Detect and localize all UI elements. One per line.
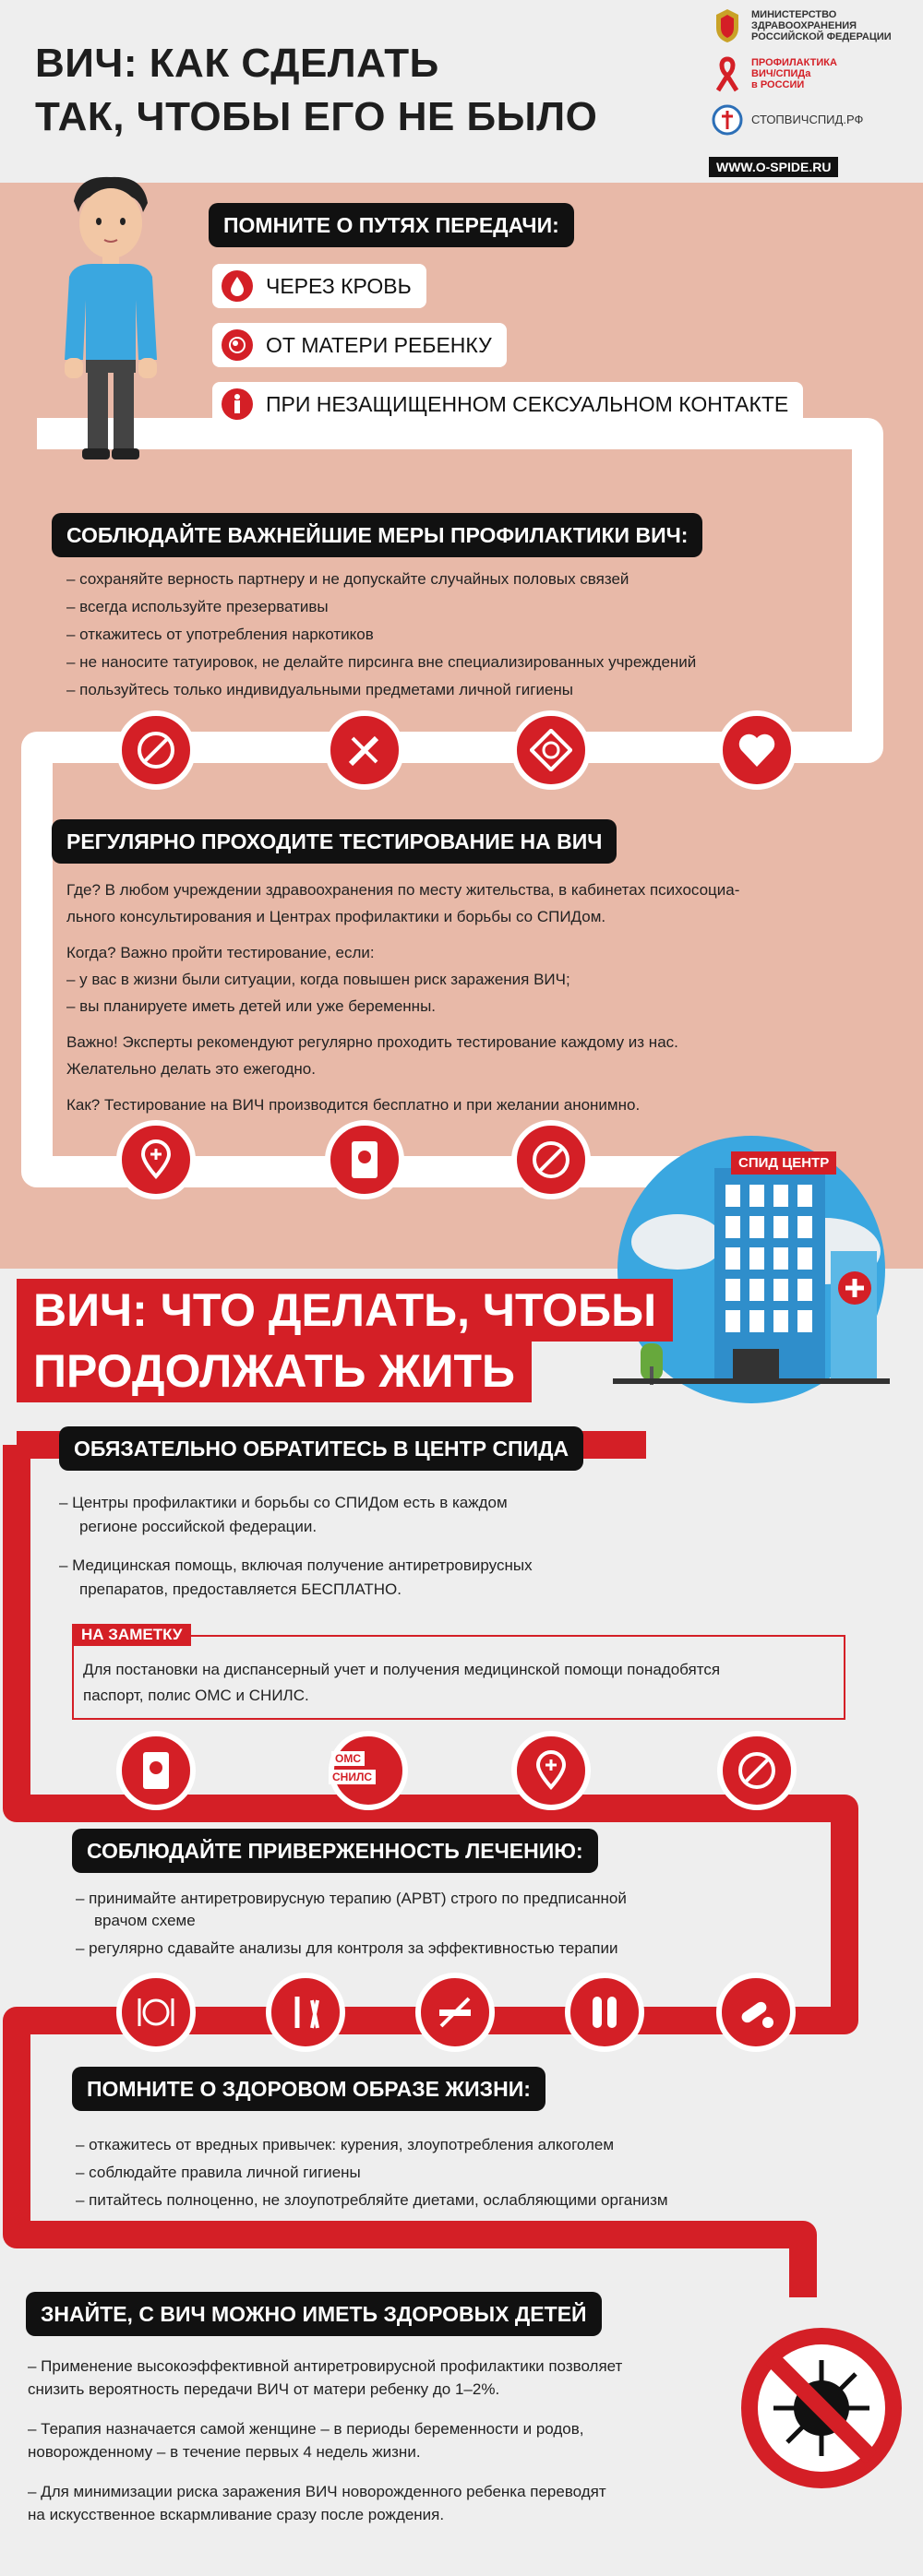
test-tubes-icon xyxy=(565,1973,644,2052)
lifestyle-title: ПОМНИТЕ О ЗДОРОВОМ ОБРАЗЕ ЖИЗНИ: xyxy=(72,2067,545,2111)
adherence-list xyxy=(76,1888,627,1960)
transmission-title: ПОМНИТЕ О ПУТЯХ ПЕРЕДАЧИ: xyxy=(209,203,574,247)
no-smoking-icon xyxy=(415,1973,495,2052)
prevention-logo: ПРОФИЛАКТИКА ВИЧ/СПИДа в РОССИИ xyxy=(711,55,916,92)
prevention-title: СОБЛЮДАЙТЕ ВАЖНЕЙШИЕ МЕРЫ ПРОФИЛАКТИКИ ВИЧ: xyxy=(52,513,702,557)
passport-icon xyxy=(116,1731,196,1810)
list-item: новорожденному – в течение первых 4 недель жизни. xyxy=(28,2443,421,2461)
list-item: – регулярно сдавайте анализы для контроля за эффективностью терапии xyxy=(76,1939,618,1957)
ministry-logo: МИНИСТЕРСТВО ЗДРАВООХРАНЕНИЯ РОССИЙСКОЙ ФЕДЕРАЦИИ xyxy=(711,7,916,44)
children-list xyxy=(28,2355,622,2526)
aids-center-sign: СПИД ЦЕНТР xyxy=(731,1151,836,1175)
pills-icon xyxy=(716,1973,796,2052)
heart-icon xyxy=(717,710,797,790)
section2-title-line2: ПРОДОЛЖАТЬ ЖИТЬ xyxy=(17,1340,532,1402)
center-list xyxy=(59,1491,533,1602)
man-illustration xyxy=(51,175,171,466)
no-casual-sex-icon xyxy=(116,710,196,790)
meal-icon xyxy=(116,1973,196,2052)
list-item: – Центры профилактики и борьбы со СПИДом есть в каждом xyxy=(59,1494,508,1511)
list-item: – сохраняйте верность партнеру и не допускайте случайных половых связей xyxy=(66,570,629,588)
list-item: – Терапия назначается самой женщине – в периоды беременности и родов, xyxy=(28,2420,584,2438)
list-item: врачом схеме xyxy=(94,1912,196,1929)
anonymous-icon xyxy=(511,1120,591,1199)
location-pin-icon xyxy=(116,1120,196,1199)
list-item: – Для минимизации риска заражения ВИЧ новорожденного ребенка переводят xyxy=(28,2483,606,2500)
no-drugs-syringe-icon xyxy=(325,710,404,790)
condom-icon xyxy=(511,710,591,790)
lifestyle-list xyxy=(76,2131,668,2214)
list-item: препаратов, предоставляется БЕСПЛАТНО. xyxy=(79,1580,402,1598)
prevention-list xyxy=(66,566,696,704)
list-item: – соблюдайте правила личной гигиены xyxy=(76,2164,361,2181)
site-url-link[interactable]: WWW.O-SPIDE.RU xyxy=(709,157,838,177)
section2-title-line1: ВИЧ: ЧТО ДЕЛАТЬ, ЧТОБЫ xyxy=(17,1279,673,1342)
list-item: – принимайте антиретровирусную терапию (АРВТ) строго по предписанной xyxy=(76,1890,627,1907)
note-label: НА ЗАМЕТКУ xyxy=(72,1624,191,1646)
hygiene-tools-icon xyxy=(266,1973,345,2052)
transmission-item-blood: ЧЕРЕЗ КРОВЬ xyxy=(212,264,426,308)
list-item: на искусственное вскармливание сразу после рождения. xyxy=(28,2506,445,2523)
list-item: регионе российской федерации. xyxy=(79,1518,318,1535)
page-title: ВИЧ: КАК СДЕЛАТЬ ТАК, ЧТОБЫ ЕГО НЕ БЫЛО xyxy=(35,41,598,139)
location-pin-icon xyxy=(511,1731,591,1810)
list-item: – Медицинская помощь, включая получение антиретровирусных xyxy=(59,1556,533,1574)
testing-title: РЕГУЛЯРНО ПРОХОДИТЕ ТЕСТИРОВАНИЕ НА ВИЧ xyxy=(52,819,617,864)
list-item: – всегда используйте презервативы xyxy=(66,598,329,615)
person-icon xyxy=(222,388,253,420)
stop-hiv-logo: СТОПВИЧСПИД.РФ xyxy=(711,103,916,137)
free-of-charge-icon xyxy=(717,1731,797,1810)
transmission-item-mother: ОТ МАТЕРИ РЕБЕНКУ xyxy=(212,323,507,367)
list-item: – пользуйтесь только индивидуальными предметами личной гигиены xyxy=(66,681,574,698)
passport-icon xyxy=(325,1120,404,1199)
adherence-title: СОБЛЮДАЙТЕ ПРИВЕРЖЕННОСТЬ ЛЕЧЕНИЮ: xyxy=(72,1829,598,1873)
fetus-icon xyxy=(222,329,253,361)
list-item: – питайтесь полноценно, не злоупотребляйте диетами, ослабляющими организм xyxy=(76,2191,668,2209)
list-item: – откажитесь от вредных привычек: курения, злоупотребления алкоголем xyxy=(76,2136,615,2153)
list-item: – не наносите татуировок, не делайте пирсинга вне специализированных учреждений xyxy=(66,653,697,671)
testing-text: Где? В любом учреждении здравоохранения по месту жительства, в кабинетах психосоциа- льного консультирования и Центрах профилактики и борьбы со СПИДом. Когда? Важно пройти тестирование, если: – у вас в жизни были ситуации, когда повышен риск заражения ВИЧ; – вы планируете иметь детей или уже беременны. Важно! Эксперты рекомендуют регулярно проходить тестирование каждому из нас. Желательно делать это ежегодно. Как? Тестирование на ВИЧ производится бесплатно и при желании анонимно. xyxy=(66,881,740,1114)
list-item: – откажитесь от употребления наркотиков xyxy=(66,626,374,643)
center-title: ОБЯЗАТЕЛЬНО ОБРАТИТЕСЬ В ЦЕНТР СПИДА xyxy=(59,1426,583,1471)
transmission-item-sexual: ПРИ НЕЗАЩИЩЕННОМ СЕКСУАЛЬНОМ КОНТАКТЕ xyxy=(212,382,803,426)
children-title: ЗНАЙТЕ, С ВИЧ МОЖНО ИМЕТЬ ЗДОРОВЫХ ДЕТЕЙ xyxy=(26,2292,602,2336)
blood-drop-icon xyxy=(222,270,253,302)
no-virus-icon xyxy=(738,2325,905,2491)
list-item: снизить вероятность передачи ВИЧ от матери ребенку до 1–2%. xyxy=(28,2380,500,2398)
note-text: Для постановки на диспансерный учет и получения медицинской помощи понадобятся паспорт, полис ОМС и СНИЛС. xyxy=(83,1661,721,1704)
oms-card-label: ОМС xyxy=(331,1751,365,1766)
list-item: – Применение высокоэффективной антиретровирусной профилактики позволяет xyxy=(28,2357,623,2375)
snils-card-label: СНИЛС xyxy=(329,1770,376,1784)
